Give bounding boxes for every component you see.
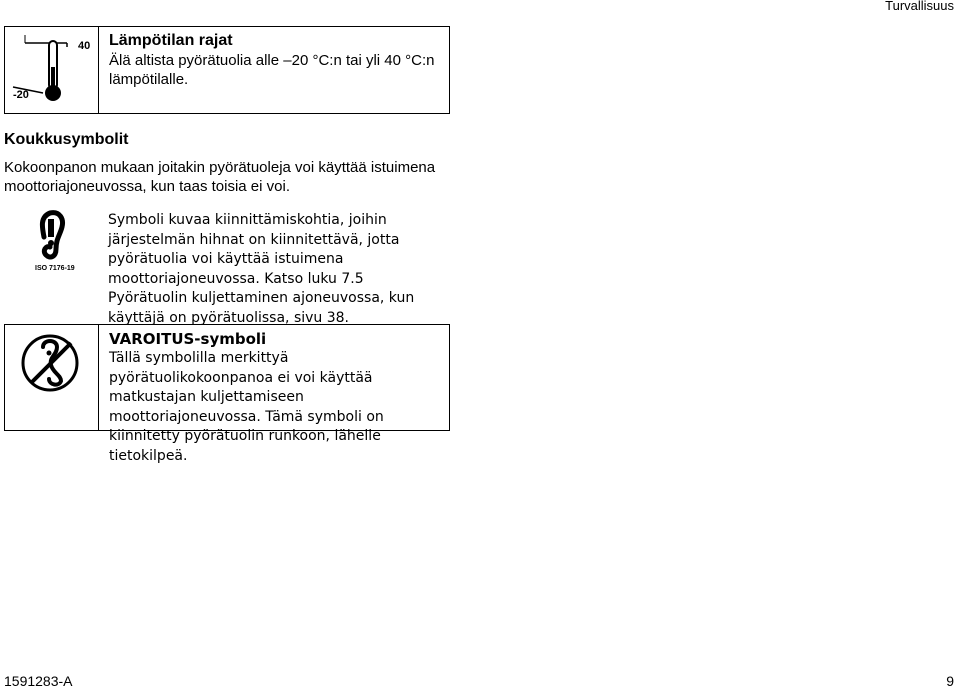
iso-label: ISO 7176-19 bbox=[35, 265, 75, 272]
thermometer-icon-area bbox=[5, 27, 98, 113]
doc-number: 1591283-A bbox=[4, 673, 73, 689]
temperature-text bbox=[109, 31, 443, 89]
temp-max-label: 40 bbox=[78, 40, 91, 52]
page-number: 9 bbox=[946, 673, 954, 689]
hook-body: Symboli kuvaa kiinnittämiskohtia, joihin järjestelmän hihnat on kiinnitettävä, jotta pyörätuolia voi käyttää istuimena moottoriajoneuvossa. Katso luku 7.5 Pyörätuolin kuljettaminen ajoneuvossa, kun käyttäjä on pyörätuolissa, sivu 38. bbox=[108, 212, 415, 326]
hook-icon bbox=[4, 205, 97, 265]
hook-text bbox=[108, 211, 444, 328]
hook-section-heading: Koukkusymbolit bbox=[4, 131, 129, 148]
warning-box bbox=[4, 324, 450, 464]
hook-icon-area bbox=[4, 205, 97, 317]
warning-text bbox=[109, 329, 443, 466]
temperature-body: Älä altista pyörätuolia alle –20 °C:n tai yli 40 °C:n lämpötilalle. bbox=[109, 52, 435, 88]
box-divider bbox=[98, 325, 99, 430]
temperature-title: Lämpötilan rajat bbox=[109, 32, 233, 49]
box-divider bbox=[98, 27, 99, 113]
section-label: Turvallisuus bbox=[885, 0, 954, 13]
hook-section-intro: Kokoonpanon mukaan joitakin pyörätuoleja voi käyttää istuimena moottoriajoneuvossa, kun taas toisia ei voi. bbox=[4, 159, 436, 195]
temperature-limits-box bbox=[4, 26, 450, 114]
warning-body: Tällä symbolilla merkittyä pyörätuolikokoonpanoa ei voi käyttää matkustajan kuljettamiseen moottoriajoneuvossa. Tämä symboli on kiinnitetty pyörätuolin runkoon, lähelle tietokilpeä. bbox=[109, 350, 384, 464]
hook-symbol-box bbox=[4, 205, 450, 326]
temp-min-label: -20 bbox=[13, 89, 29, 101]
warning-title: VAROITUS-symboli bbox=[109, 330, 267, 348]
no-hook-warning-icon bbox=[5, 325, 98, 405]
warning-icon-area bbox=[5, 325, 98, 430]
